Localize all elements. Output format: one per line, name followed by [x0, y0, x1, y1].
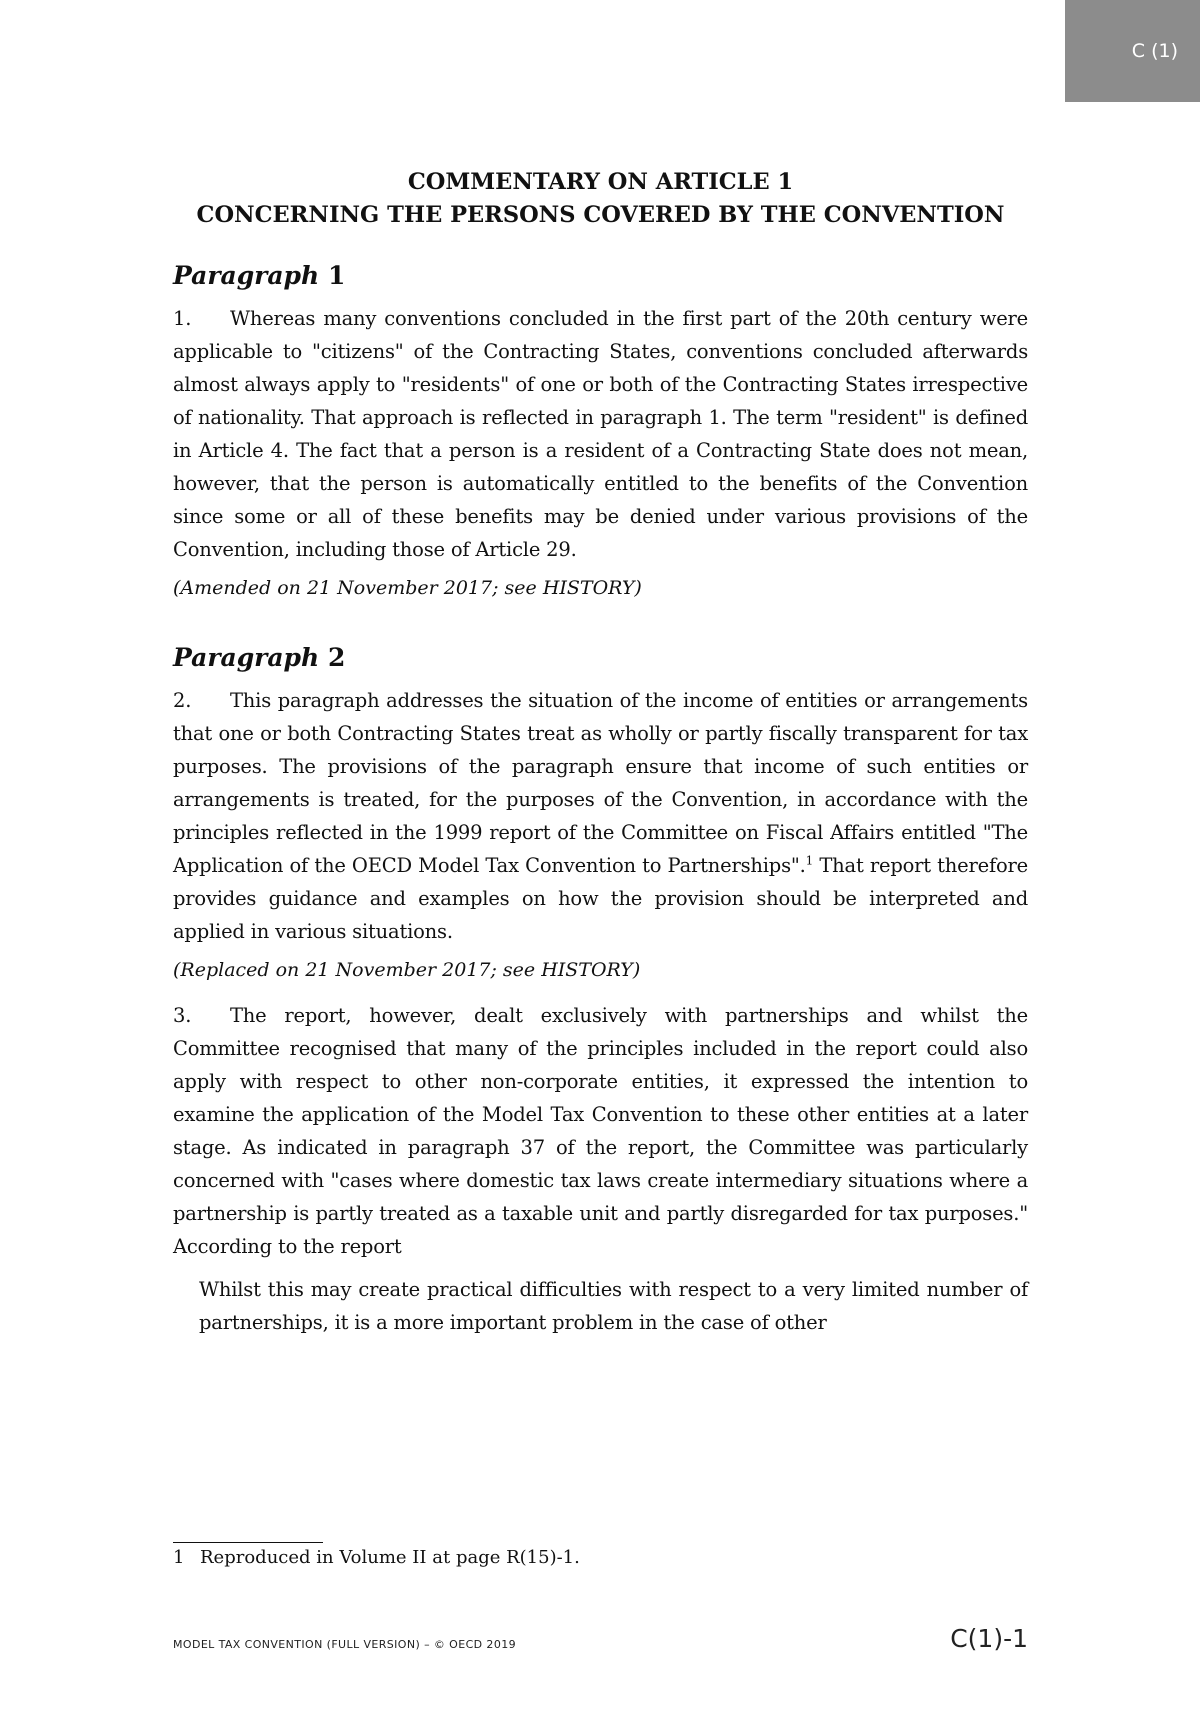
- heading-number: 1: [327, 261, 346, 290]
- footer-copyright: MODEL TAX CONVENTION (FULL VERSION) – © OECD 2019: [173, 1638, 517, 1651]
- block-quote: Whilst this may create practical difficulties with respect to a very limited number of partnerships, it is a more important problem in the case of other: [199, 1278, 1028, 1334]
- chapter-tab: [1065, 0, 1200, 102]
- page-content: [173, 166, 1028, 1339]
- title-line-2: CONCERNING THE PERSONS COVERED BY THE CONVENTION: [196, 202, 1005, 228]
- page-number: C(1)-1: [950, 1624, 1028, 1653]
- footnote-text: Reproduced in Volume II at page R(15)-1.: [200, 1547, 580, 1568]
- amendment-note: (Amended on 21 November 2017; see HISTORY): [173, 577, 642, 599]
- section-heading-paragraph-1: [173, 259, 1028, 292]
- commentary-paragraph-2: [173, 684, 1028, 948]
- footnote: [173, 1545, 580, 1571]
- chapter-tab-label: C (1): [1131, 40, 1178, 62]
- paragraph-number: 1.: [173, 307, 192, 330]
- footnote-number: 1: [173, 1547, 185, 1568]
- replacement-note: (Replaced on 21 November 2017; see HISTORY): [173, 959, 641, 981]
- heading-number: 2: [327, 643, 346, 672]
- heading-word: Paragraph: [173, 261, 320, 290]
- paragraph-text: Whereas many conventions concluded in the first part of the 20th century were applicable to "citizens" of the Contracting States, conventions concluded afterwards almost always apply to "residents" of one or both of the Contracting States irrespective of nationality. That approach is reflected in paragraph 1. The term "resident" is defined in Article 4. The fact that a person is a resident of a Contracting State does not mean, however, that the person is automatically entitled to the benefits of the Convention since some or all of these benefits may be denied under various provisions of the Convention, including those of Article 29.: [173, 307, 1028, 561]
- paragraph-text: The report, however, dealt exclusively with partnerships and whilst the Committee recognised that many of the principles included in the report could also apply with respect to other non-corporate entities, it expressed the intention to examine the application of the Model Tax Convention to these other entities at a later stage. As indicated in paragraph 37 of the report, the Committee was particularly concerned with "cases where domestic tax laws create intermediary situations where a partnership is partly treated as a taxable unit and partly disregarded for tax purposes." According to the report: [173, 1004, 1028, 1258]
- paragraph-number: 2.: [173, 689, 192, 712]
- section-heading-paragraph-2: [173, 641, 1028, 674]
- paragraph-text: This paragraph addresses the situation of the income of entities or arrangements that one or both Contracting States treat as wholly or partly fiscally transparent for tax purposes. The provisions of the paragraph ensure that income of such entities or arrangements is treated, for the purposes of the Convention, in accordance with the principles reflected in the 1999 report of the Committee on Fiscal Affairs entitled "The Application of the OECD Model Tax Convention to Partnerships".: [173, 689, 1028, 877]
- paragraph-number: 3.: [173, 1004, 192, 1027]
- footnote-reference[interactable]: 1: [805, 853, 814, 868]
- commentary-paragraph-1: [173, 302, 1028, 566]
- paragraph-text-continued: That report therefore provides guidance and examples on how the provision should be interpreted and applied in various situations.: [173, 854, 1028, 943]
- heading-word: Paragraph: [173, 643, 320, 672]
- commentary-paragraph-3: [173, 999, 1028, 1263]
- footnote-divider: [173, 1542, 323, 1543]
- page-title: [173, 166, 1028, 232]
- title-line-1: COMMENTARY ON ARTICLE 1: [407, 169, 794, 195]
